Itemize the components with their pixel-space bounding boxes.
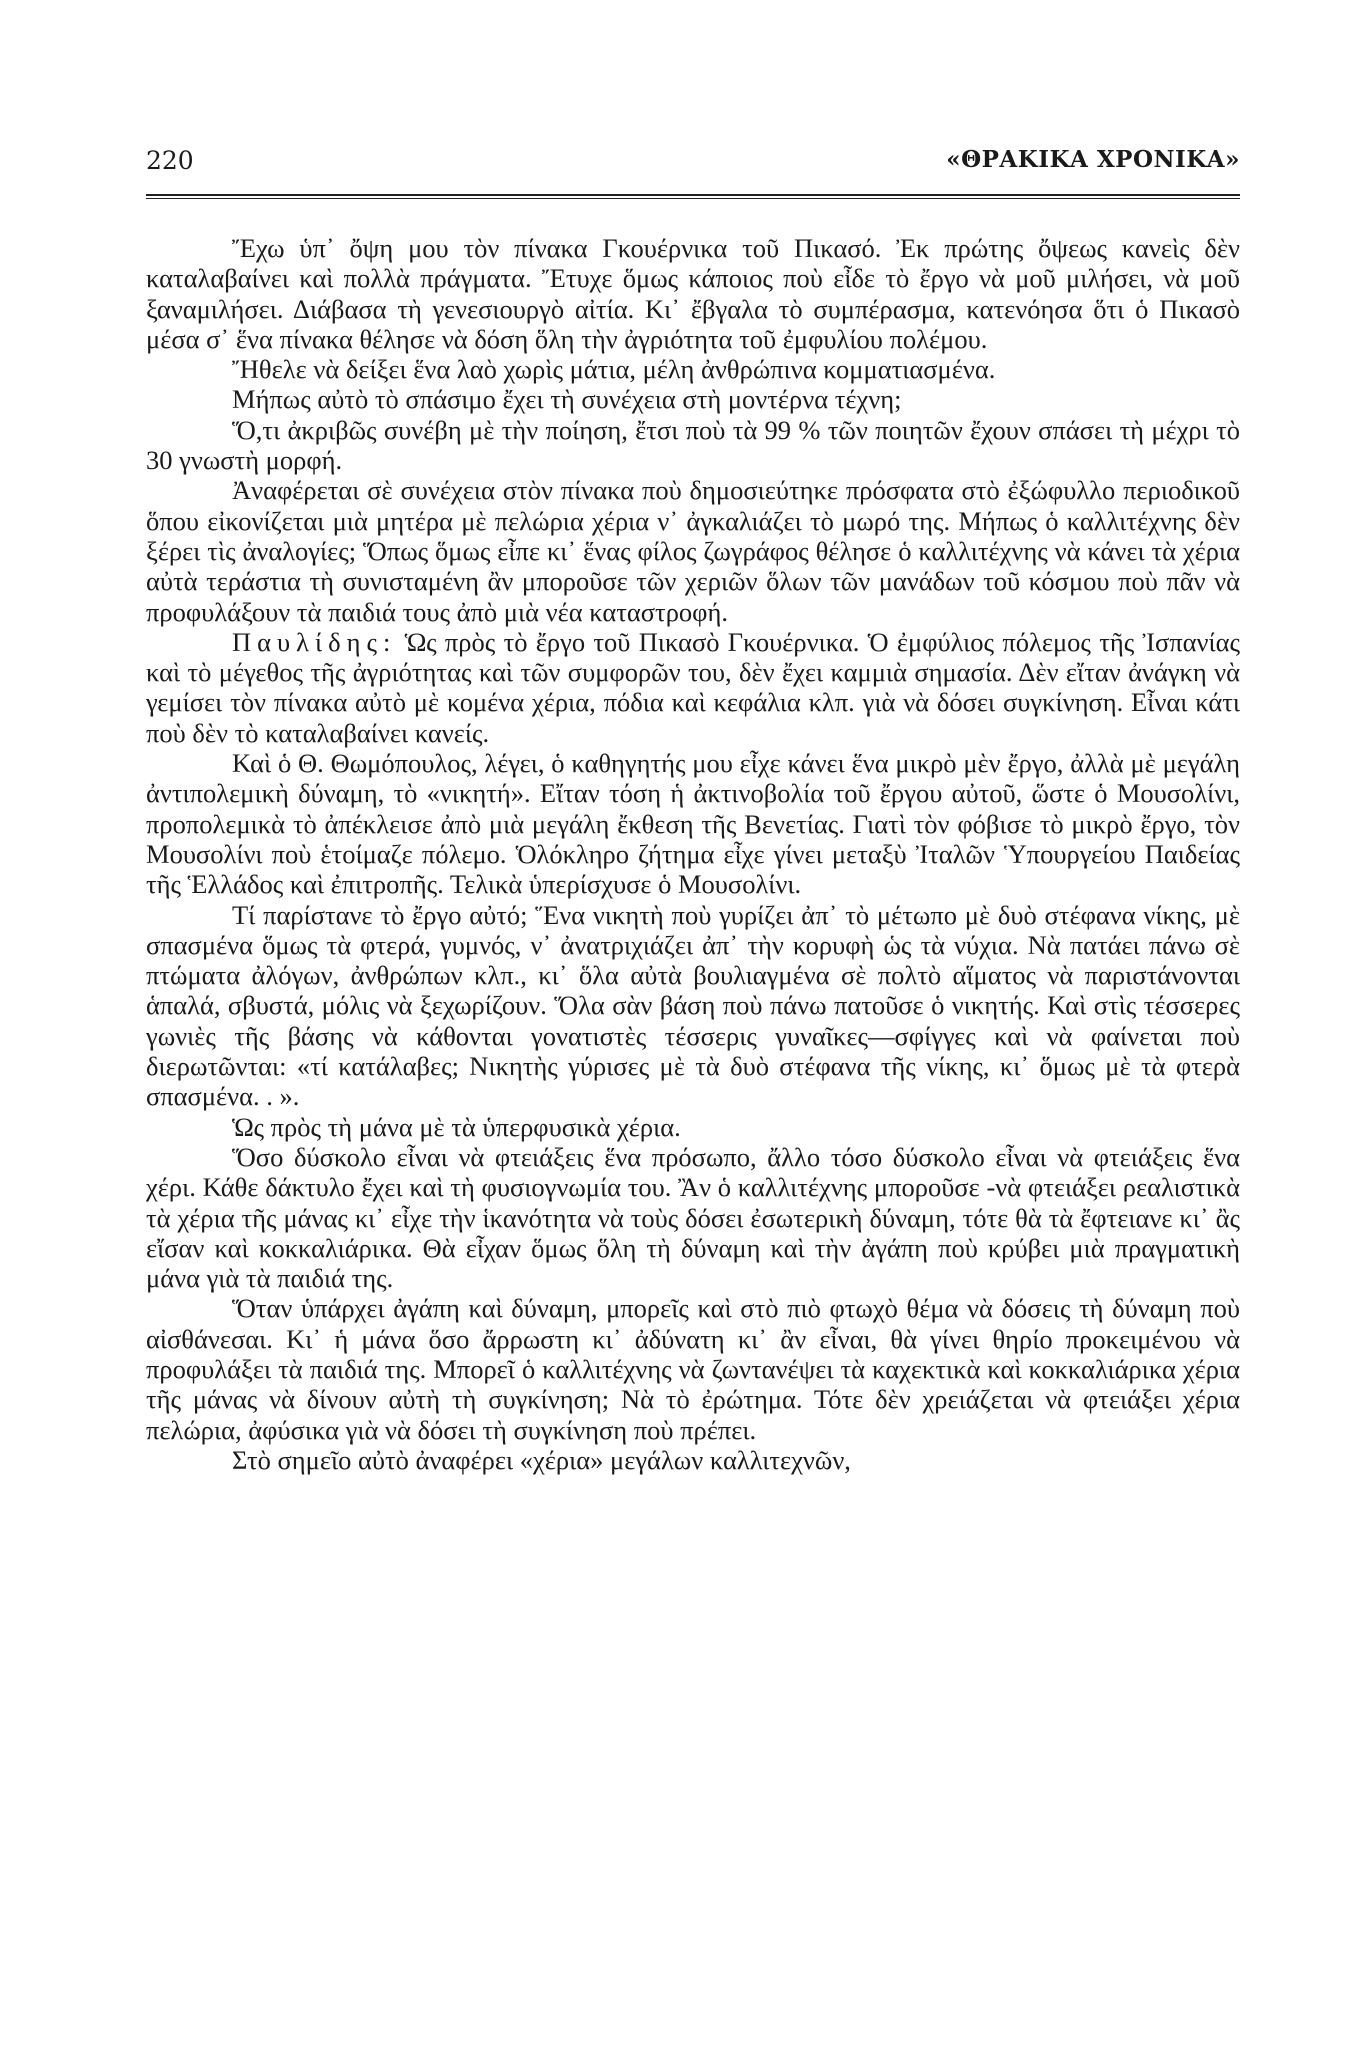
paragraph: Ὅσο δύσκολο εἶναι νὰ φτειάξεις ἕνα πρόσωπο, ἄλλο τόσο δύσκολο εἶναι νὰ φτειάξεις ἕνα χέρι. Κάθε δάκτυλο ἔχει καὶ τὴ φυσιογνωμία του. Ἂν ὁ καλλιτέχνης μποροῦσε -νὰ φτειάξει ρεαλιστικὰ τὰ χέρια τῆς μάνας κι᾽ εἶχε τὴν ἱκανότητα νὰ τοὺς δόσει ἐσωτερικὴ δύναμη, τότε θὰ τὰ ἔφτειανε κι᾽ ἂς εἴσαν καὶ κοκκαλιάρικα. Θὰ εἶχαν ὅμως ὅλη τὴ δύναμη καὶ τὴν ἀγάπη ποὺ κρύβει μιὰ πραγματικὴ μάνα γιὰ τὰ παιδιά της. [146, 1141, 1240, 1294]
paragraph: Ὅ,τι ἀκριβῶς συνέβη μὲ τὴν ποίηση, ἔτσι ποὺ τὰ 99 % τῶν ποιητῶν ἔχουν σπάσει τὴ μέχρι τὸ 30 γνωστὴ μορφή. [146, 414, 1240, 476]
paragraph: Ἤθελε νὰ δείξει ἕνα λαὸ χωρὶς μάτια, μέλη ἀνθρώπινα κομματιασμένα. [232, 354, 996, 385]
page-header [146, 146, 1240, 190]
paragraph: Ἀναφέρεται σὲ συνέχεια στὸν πίνακα ποὺ δημοσιεύτηκε πρόσφατα στὸ ἐξώφυλλο περιοδικοῦ ὅπου εἰκονίζεται μιὰ μητέρα μὲ πελώρια χέρια ν᾽ ἀγκαλιάζει τὸ μωρό της. Μήπως ὁ καλλιτέχνης δὲν ξέρει τὶς ἀναλογίες; Ὅπως ὅμως εἶπε κι᾽ ἕνας φίλος ζωγράφος θέλησε ὁ καλλιτέχνης νὰ κάνει τὰ χέρια αὐτὰ τεράστια τὴ συνισταμένη ἂν μποροῦσε τῶν χεριῶν ὅλων τῶν μανάδων τοῦ κόσμου ποὺ πᾶν νὰ προφυλάξουν τὰ παιδιά τους ἀπὸ μιὰ νέα καταστροφή. [146, 475, 1240, 627]
speaker-text: Ὡς πρὸς τὸ ἔργο τοῦ Πικασὸ Γκουέρνικα. Ὁ ἐμφύλιος πόλεμος τῆς Ἰσπανίας καὶ τὸ μέγεθος τῆς ἀγριότητας καὶ τῶν συμφορῶν του, δὲν ἔχει καμμιὰ σημασία. Δὲν εἴταν ἀνάγκη νὰ γεμίσει τὸν πίνακα αὐτὸ μὲ κομένα χέρια, πόδια καὶ κεφάλια κλπ. γιὰ νὰ δόσει συγκίνηση. Εἶναι κάτι ποὺ δὲν τὸ καταλαβαίνει κανείς. [146, 626, 1240, 748]
paragraph: Στὸ σημεῖο αὐτὸ ἀναφέρει «χέρια» μεγάλων καλλιτεχνῶν, [232, 1444, 851, 1475]
speaker-name: Παυλίδης: [232, 626, 397, 657]
running-title: «ΘΡΑΚΙΚΑ ΧΡΟΝΙΚΑ» [946, 146, 1240, 173]
paragraph: Ἔχω ὑπ᾽ ὄψη μου τὸν πίνακα Γκουέρνικα τοῦ Πικασό. Ἐκ πρώτης ὄψεως κανεὶς δὲν καταλαβαίνει καὶ πολλὰ πράγματα. Ἔτυχε ὅμως κάποιος ποὺ εἶδε τὸ ἔργο νὰ μοῦ μιλήσει, νὰ μοῦ ξαναμιλήσει. Διάβασα τὴ γενεσιουργὸ αἰτία. Κι᾽ ἔβγαλα τὸ συμπέρασμα, κατενόησα ὅτι ὁ Πικασὸ μέσα σ᾽ ἕνα πίνακα θέλησε νὰ δόση ὅλη τὴν ἀγριότητα τοῦ ἐμφυλίου πολέμου. [146, 233, 1240, 354]
header-rule [146, 194, 1240, 199]
paragraph: Ὅταν ὑπάρχει ἀγάπη καὶ δύναμη, μπορεῖς καὶ στὸ πιὸ φτωχὸ θέμα νὰ δόσεις τὴ δύναμη ποὺ αἰσθάνεσαι. Κι᾽ ἡ μάνα ὅσο ἄρρωστη κι᾽ ἀδύνατη κι᾽ ἂν εἶναι, θὰ γίνει θηρίο προκειμένου νὰ προφυλάξει τὰ παιδιά της. Μπορεῖ ὁ καλλιτέχνης νὰ ζωντανέψει τὰ καχεκτικὰ καὶ κοκκαλιάρικα χέρια τῆς μάνας νὰ δίνουν αὐτὴ τὴ συγκίνηση; Νὰ τὸ ἐρώτημα. Τότε δὲν χρειάζεται νὰ φτειάξει χέρια πελώρια, ἀφύσικα γιὰ νὰ δόσει τὴ συγκίνηση ποὺ πρέπει. [146, 1293, 1240, 1445]
page-number: 220 [146, 146, 194, 175]
paragraph: Καὶ ὁ Θ. Θωμόπουλος, λέγει, ὁ καθηγητής μου εἶχε κάνει ἕνα μικρὸ μὲν ἔργο, ἀλλὰ μὲ μεγάλη ἀντιπολεμικὴ δύναμη, τὸ «νικητή». Εἴταν τόση ἡ ἀκτινοβολία τοῦ ἔργου αὐτοῦ, ὥστε ὁ Μουσολίνι, προπολεμικὰ τὸ ἀπέκλεισε ἀπὸ μιὰ μεγάλη ἔκθεση τῆς Βενετίας. Γιατὶ τὸν φόβισε τὸ μικρὸ ἔργο, τὸν Μουσολίνι ποὺ ἑτοίμαζε πόλεμο. Ὁλόκληρο ζήτημα εἶχε γίνει μεταξὺ Ἰταλῶν Ὑπουργείου Παιδείας τῆς Ἑλλάδος καὶ ἐπιτροπῆς. Τελικὰ ὑπερίσχυσε ὁ Μουσολίνι. [146, 748, 1240, 900]
paragraph-speaker [146, 627, 1240, 748]
paragraph: Τί παρίστανε τὸ ἔργο αὐτό; Ἕνα νικητὴ ποὺ γυρίζει ἀπ᾽ τὸ μέτωπο μὲ δυὸ στέφανα νίκης, μὲ σπασμένα ὅμως τὰ φτερά, γυμνός, ν᾽ ἀνατριχιάζει ἀπ᾽ τὴν κορυφὴ ὡς τὰ νύχια. Νὰ πατάει πάνω σὲ πτώματα ἀλόγων, ἀνθρώπων κλπ., κι᾽ ὅλα αὐτὰ βουλιαγμένα σὲ πολτὸ αἵματος νὰ παριστάνονται ἁπαλά, σβυστά, μόλις νὰ ξεχωρίζουν. Ὅλα σὰν βάση ποὺ πάνω πατοῦσε ὁ νικητής. Καὶ στὶς τέσσερες γωνιὲς τῆς βάσης νὰ κάθονται γονατιστὲς τέσσερις γυναῖκες—σφίγγες καὶ νὰ φαίνεται ποὺ διερωτῶνται: «τί κατάλαβες; Νικητὴς γύρισες μὲ τὰ δυὸ στέφανα τῆς νίκης, κι᾽ ὅμως μὲ τὰ φτερὰ σπασμένα. . ». [146, 899, 1240, 1112]
paragraph: Ὡς πρὸς τὴ μάνα μὲ τὰ ὑπερφυσικὰ χέρια. [232, 1111, 681, 1142]
body-text [146, 233, 1240, 1475]
paragraph: Μήπως αὐτὸ τὸ σπάσιμο ἔχει τὴ συνέχεια στὴ μοντέρνα τέχνη; [232, 384, 902, 415]
